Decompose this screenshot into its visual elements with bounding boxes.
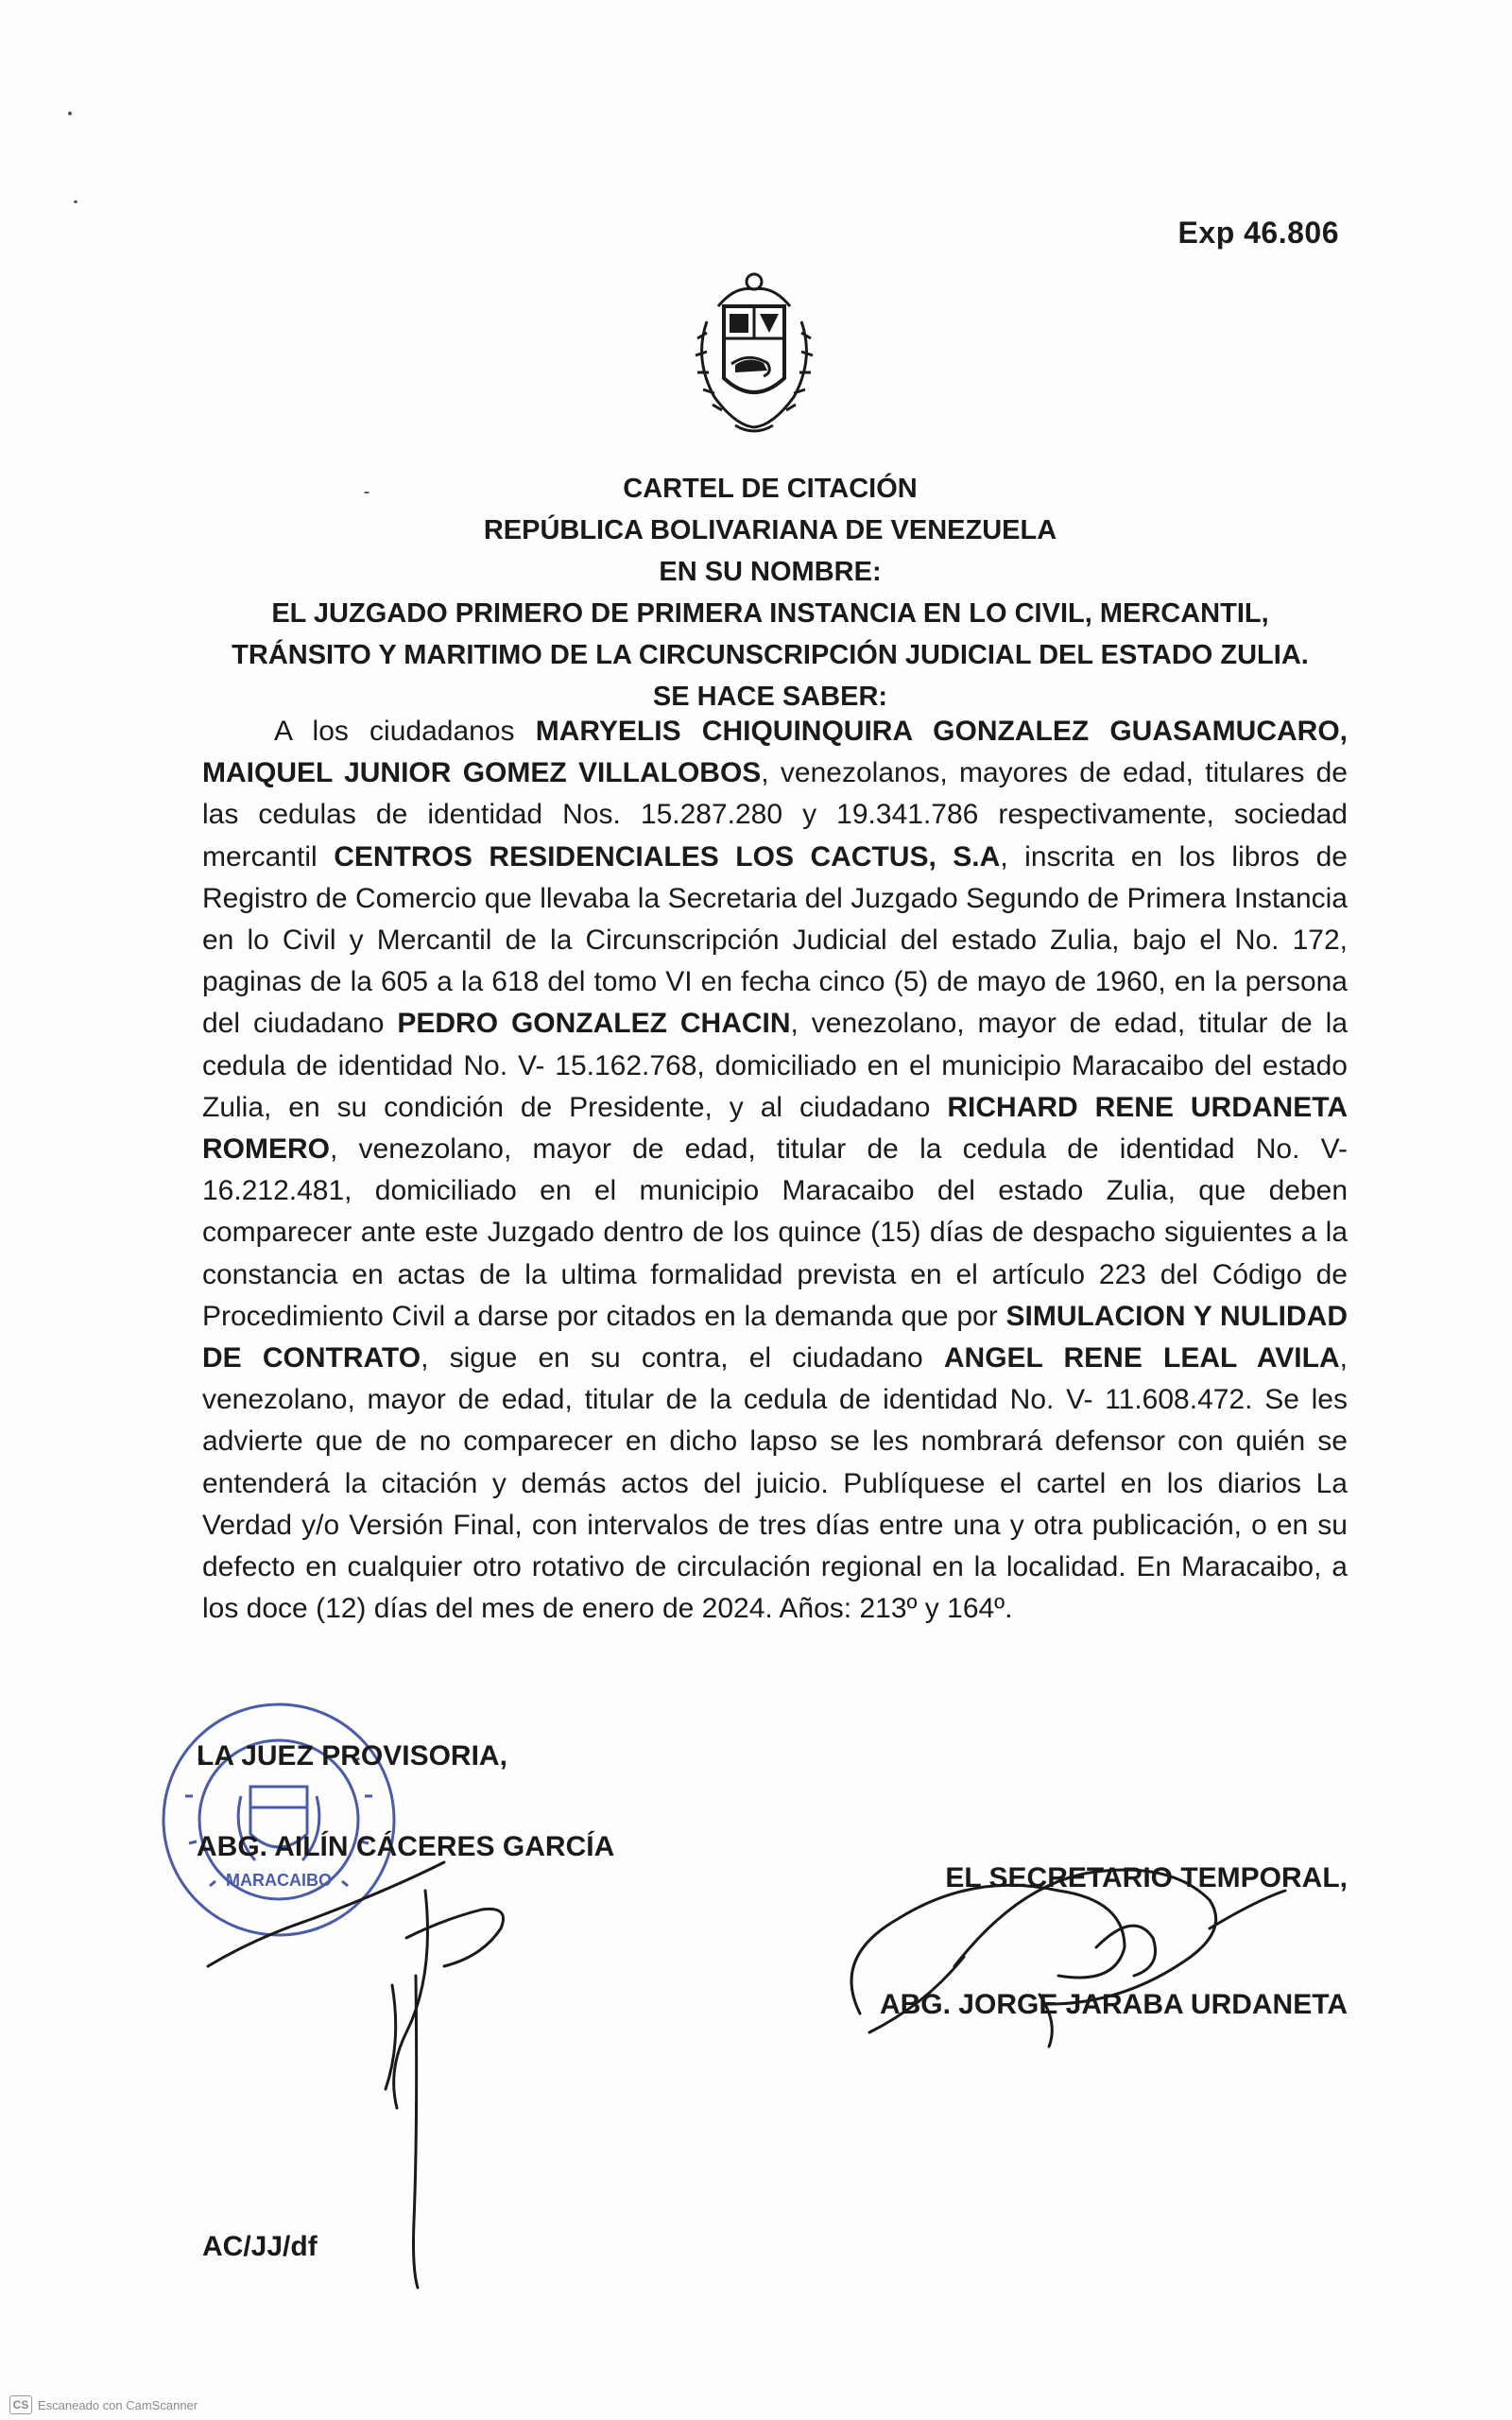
second-citizen-name: RICHARD RENE URDANETA ROMERO <box>202 1091 1348 1166</box>
document-headings <box>189 468 1351 717</box>
expediente-number: Exp 46.806 <box>1177 216 1339 250</box>
secretary-signature-block <box>880 1815 1348 2068</box>
stamp-city-label: MARACAIBO <box>226 1871 332 1890</box>
president-name: PEDRO GONZALEZ CHACIN <box>397 1008 791 1040</box>
scan-speck <box>68 112 72 115</box>
body-segment: , sigue en su contra, el ciudadano <box>421 1342 944 1374</box>
judge-title: LA JUEZ PROVISORIA, <box>197 1740 507 1772</box>
document-reference-initials: AC/JJ/df <box>202 2231 318 2262</box>
plaintiff-name: ANGEL RENE LEAL AVILA <box>943 1342 1340 1374</box>
body-segment: , venezolano, mayor de edad, titular de la cedula de identidad No. V- 16.212.481, domiciliado en el municipio Maracaibo del estado Zulia, que deben comparecer ante este Juzgado dentro de los quince (15) días de despacho siguientes a la constancia en actas de la ultima formalidad prevista en el artículo 223 del Código de Procedimiento Civil a darse por citados en la demanda que por <box>202 1133 1348 1332</box>
secretary-title: EL SECRETARIO TEMPORAL, <box>945 1862 1348 1893</box>
court-heading-line-2: TRÁNSITO Y MARITIMO DE LA CIRCUNSCRIPCIÓN JUDICIAL DEL ESTADO ZULIA. <box>232 640 1309 670</box>
lawsuit-subject: SIMULACION Y NULIDAD DE CONTRATO <box>202 1300 1349 1374</box>
body-segment: , inscrita en los libros de Registro de Comercio que llevaba la Secretaria del Juzgado Segundo de Primera Instancia en lo Civil y Mercantil de la Circunscripción Judicial del estado Zulia, bajo el No. 172, paginas de la 605 a la 618 del tomo VI en fecha cinco (5) de mayo de 1960, en la persona del ciudadano <box>202 840 1348 1040</box>
republic-heading: REPÚBLICA BOLIVARIANA DE VENEZUELA <box>483 515 1057 545</box>
camscanner-logo-icon: CS <box>9 2395 32 2414</box>
body-segment: , venezolano, mayor de edad, titular de la cedula de identidad No. V- 15.162.768, domiciliado en el municipio Maracaibo del estado Zulia, en su condición de Presidente, y al ciudadano <box>202 1008 1348 1123</box>
judge-name: ABG. AILÍN CÁCERES GARCÍA <box>197 1831 615 1862</box>
defendants-names: MARYELIS CHIQUINQUIRA GONZALEZ GUASAMUCARO, MAIQUEL JUNIOR GOMEZ VILLALOBOS <box>202 716 1348 789</box>
scanner-watermark-text: Escaneado con CamScanner <box>38 2397 198 2412</box>
body-segment: , venezolano, mayor de edad, titular de la cedula de identidad No. V- 11.608.472. Se les advierte que de no comparecer en dicho lapso se les nombrará defensor con quién se entenderá la citación y demás actos del juicio. Publíquese el cartel en los diarios La Verdad y/o Versión Final, con intervalos de tres días entre una y otra publicación, o en su defecto en cualquier otro rotativo de circulación regional en la localidad. En Maracaibo, a los doce (12) días del mes de enero de 2024. Años: 213º y 164º. <box>202 1342 1348 1625</box>
body-segment: , venezolanos, mayores de edad, titulares de las cedulas de identidad Nos. 15.287.280 y 19.341.786 respectivamente, sociedad mercantil <box>202 757 1348 873</box>
judge-signature-block <box>197 1711 614 1893</box>
scanner-watermark <box>9 2395 198 2414</box>
scan-speck <box>74 200 77 203</box>
court-heading-line-1: EL JUZGADO PRIMERO DE PRIMERA INSTANCIA EN LO CIVIL, MERCANTIL, <box>271 598 1269 629</box>
citation-body <box>202 711 1348 1630</box>
in-name-heading: EN SU NOMBRE: <box>659 557 882 587</box>
notice-heading: SE HACE SABER: <box>652 682 888 712</box>
body-segment: A los ciudadanos <box>274 716 536 747</box>
coat-of-arms-icon <box>669 265 839 444</box>
company-name: CENTROS RESIDENCIALES LOS CACTUS, S.A <box>334 840 1001 873</box>
document-title: CARTEL DE CITACIÓN <box>623 474 918 504</box>
secretary-name: ABG. JORGE JARABA URDANETA <box>879 1989 1348 2020</box>
